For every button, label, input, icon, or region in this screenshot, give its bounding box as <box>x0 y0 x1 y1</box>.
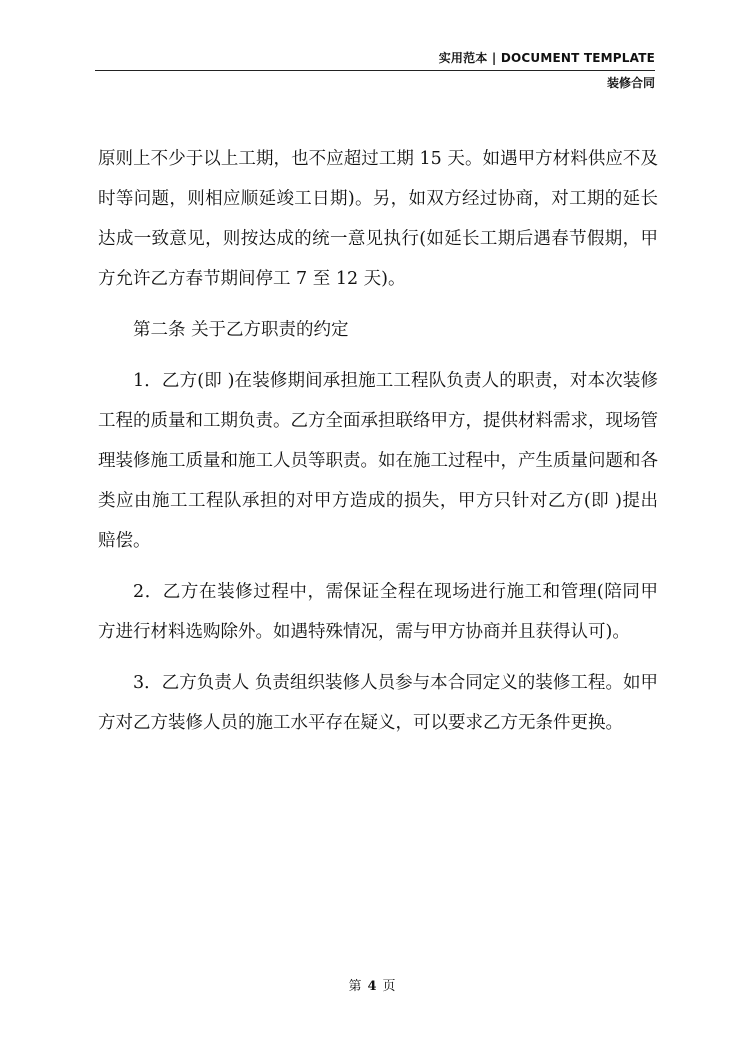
document-body <box>98 139 658 754</box>
paragraph-continuation: 原则上不少于以上工期，也不应超过工期 15 天。如遇甲方材料供应不及时等问题，则相应顺延竣工日期)。另，如双方经过协商，对工期的延长达成一致意见，则按达成的统一意见执行(如延长工期后遇春节假期，甲方允许乙方春节期间停工 7 至 12 天)。 <box>98 149 658 289</box>
clause-3: 3．乙方负责人 负责组织装修人员参与本合同定义的装修工程。如甲方对乙方装修人员的施工水平存在疑义，可以要求乙方无条件更换。 <box>98 673 658 733</box>
footer-suffix: 页 <box>382 979 396 994</box>
header-subtitle: 装修合同 <box>606 76 655 90</box>
section-heading: 第二条 关于乙方职责的约定 <box>133 320 349 340</box>
clause-2: 2．乙方在装修过程中，需保证全程在现场进行施工和管理(陪同甲方进行材料选购除外。如遇特殊情况，需与甲方协商并且获得认可)。 <box>98 582 658 642</box>
page-number: 4 <box>367 979 377 994</box>
page-header <box>95 50 655 91</box>
clause-1: 1．乙方(即 )在装修期间承担施工工程队负责人的职责，对本次装修工程的质量和工期负责。乙方全面承担联络甲方，提供材料需求，现场管理装修施工质量和施工人员等职责。如在施工过程中，产生质量问题和各类应由施工工程队承担的对甲方造成的损失，甲方只针对乙方(即 )提出赔偿。 <box>98 371 658 551</box>
footer-prefix: 第 <box>348 979 362 994</box>
page-footer <box>0 975 744 994</box>
header-title: 实用范本 | DOCUMENT TEMPLATE <box>95 50 655 71</box>
